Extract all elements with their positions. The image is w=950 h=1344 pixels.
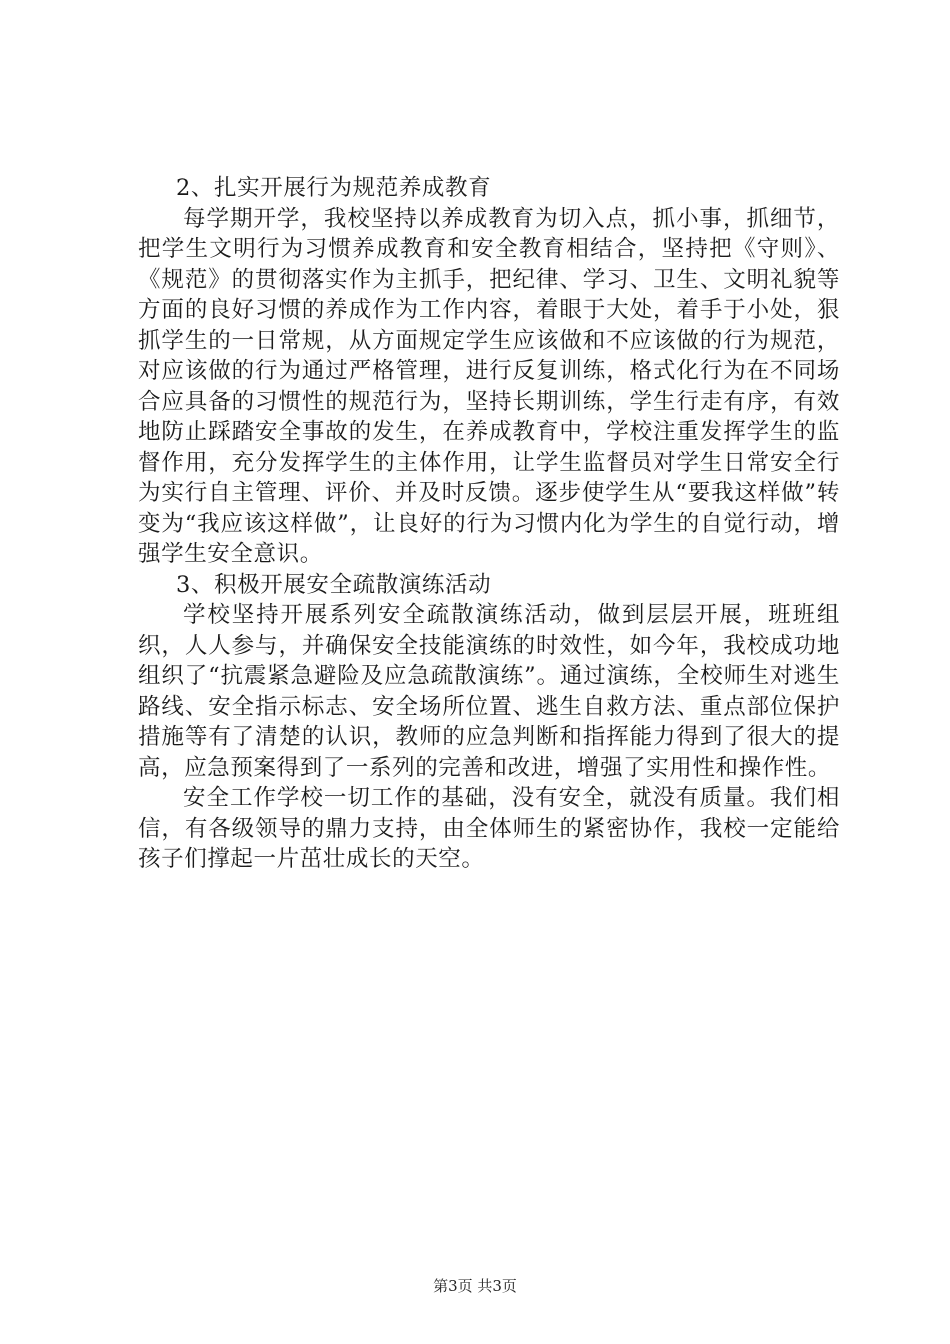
section-paragraph-3: 学校坚持开展系列安全疏散演练活动，做到层层开展，班班组织，人人参与，并确保安全技能演练的时效性，如今年，我校成功地组织了“抗震紧急避险及应急疏散演练”。通过演练，全校师生对逃生路线、安全指示标志、安全场所位置、逃生自救方法、重点部位保护措施等有了清楚的认识，教师的应急判断和指挥能力得到了很大的提高，应急预案得到了一系列的完善和改进，增强了实用性和操作性。 [138, 602, 840, 781]
section-heading-2: 2、扎实开展行为规范养成教育 [176, 175, 492, 201]
section-heading-3: 3、积极开展安全疏散演练活动 [176, 571, 492, 598]
page-footer: 第3页 共3页 [433, 1277, 517, 1295]
section-paragraph-2: 每学期开学，我校坚持以养成教育为切入点，抓小事，抓细节，把学生文明行为习惯养成教育和安全教育相结合，坚持把《守则》、《规范》的贯彻落实作为主抓手，把纪律、学习、卫生、文明礼貌等方面的良好习惯的养成作为工作内容，着眼于大处，着手于小处，狠抓学生的一日常规，从方面规定学生应该做和不应该做的行为规范，对应该做的行为通过严格管理，进行反复训练，格式化行为在不同场合应具备的习惯性的规范行为，坚持长期训练，学生行走有序，有效地防止踩踏安全事故的发生，在养成教育中，学校注重发挥学生的监督作用，充分发挥学生的主体作用，让学生监督员对学生日常安全行为实行自主管理、评价、并及时反馈。逐步使学生从“要我这样做”转变为“我应该这样做”，让良好的行为习惯内化为学生的自觉行动，增强学生安全意识。 [138, 205, 840, 567]
closing-paragraph: 安全工作学校一切工作的基础，没有安全，就没有质量。我们相信，有各级领导的鼎力支持，由全体师生的紧密协作，我校一定能给孩子们撑起一片茁壮成长的天空。 [138, 785, 840, 872]
document-body [138, 173, 840, 875]
